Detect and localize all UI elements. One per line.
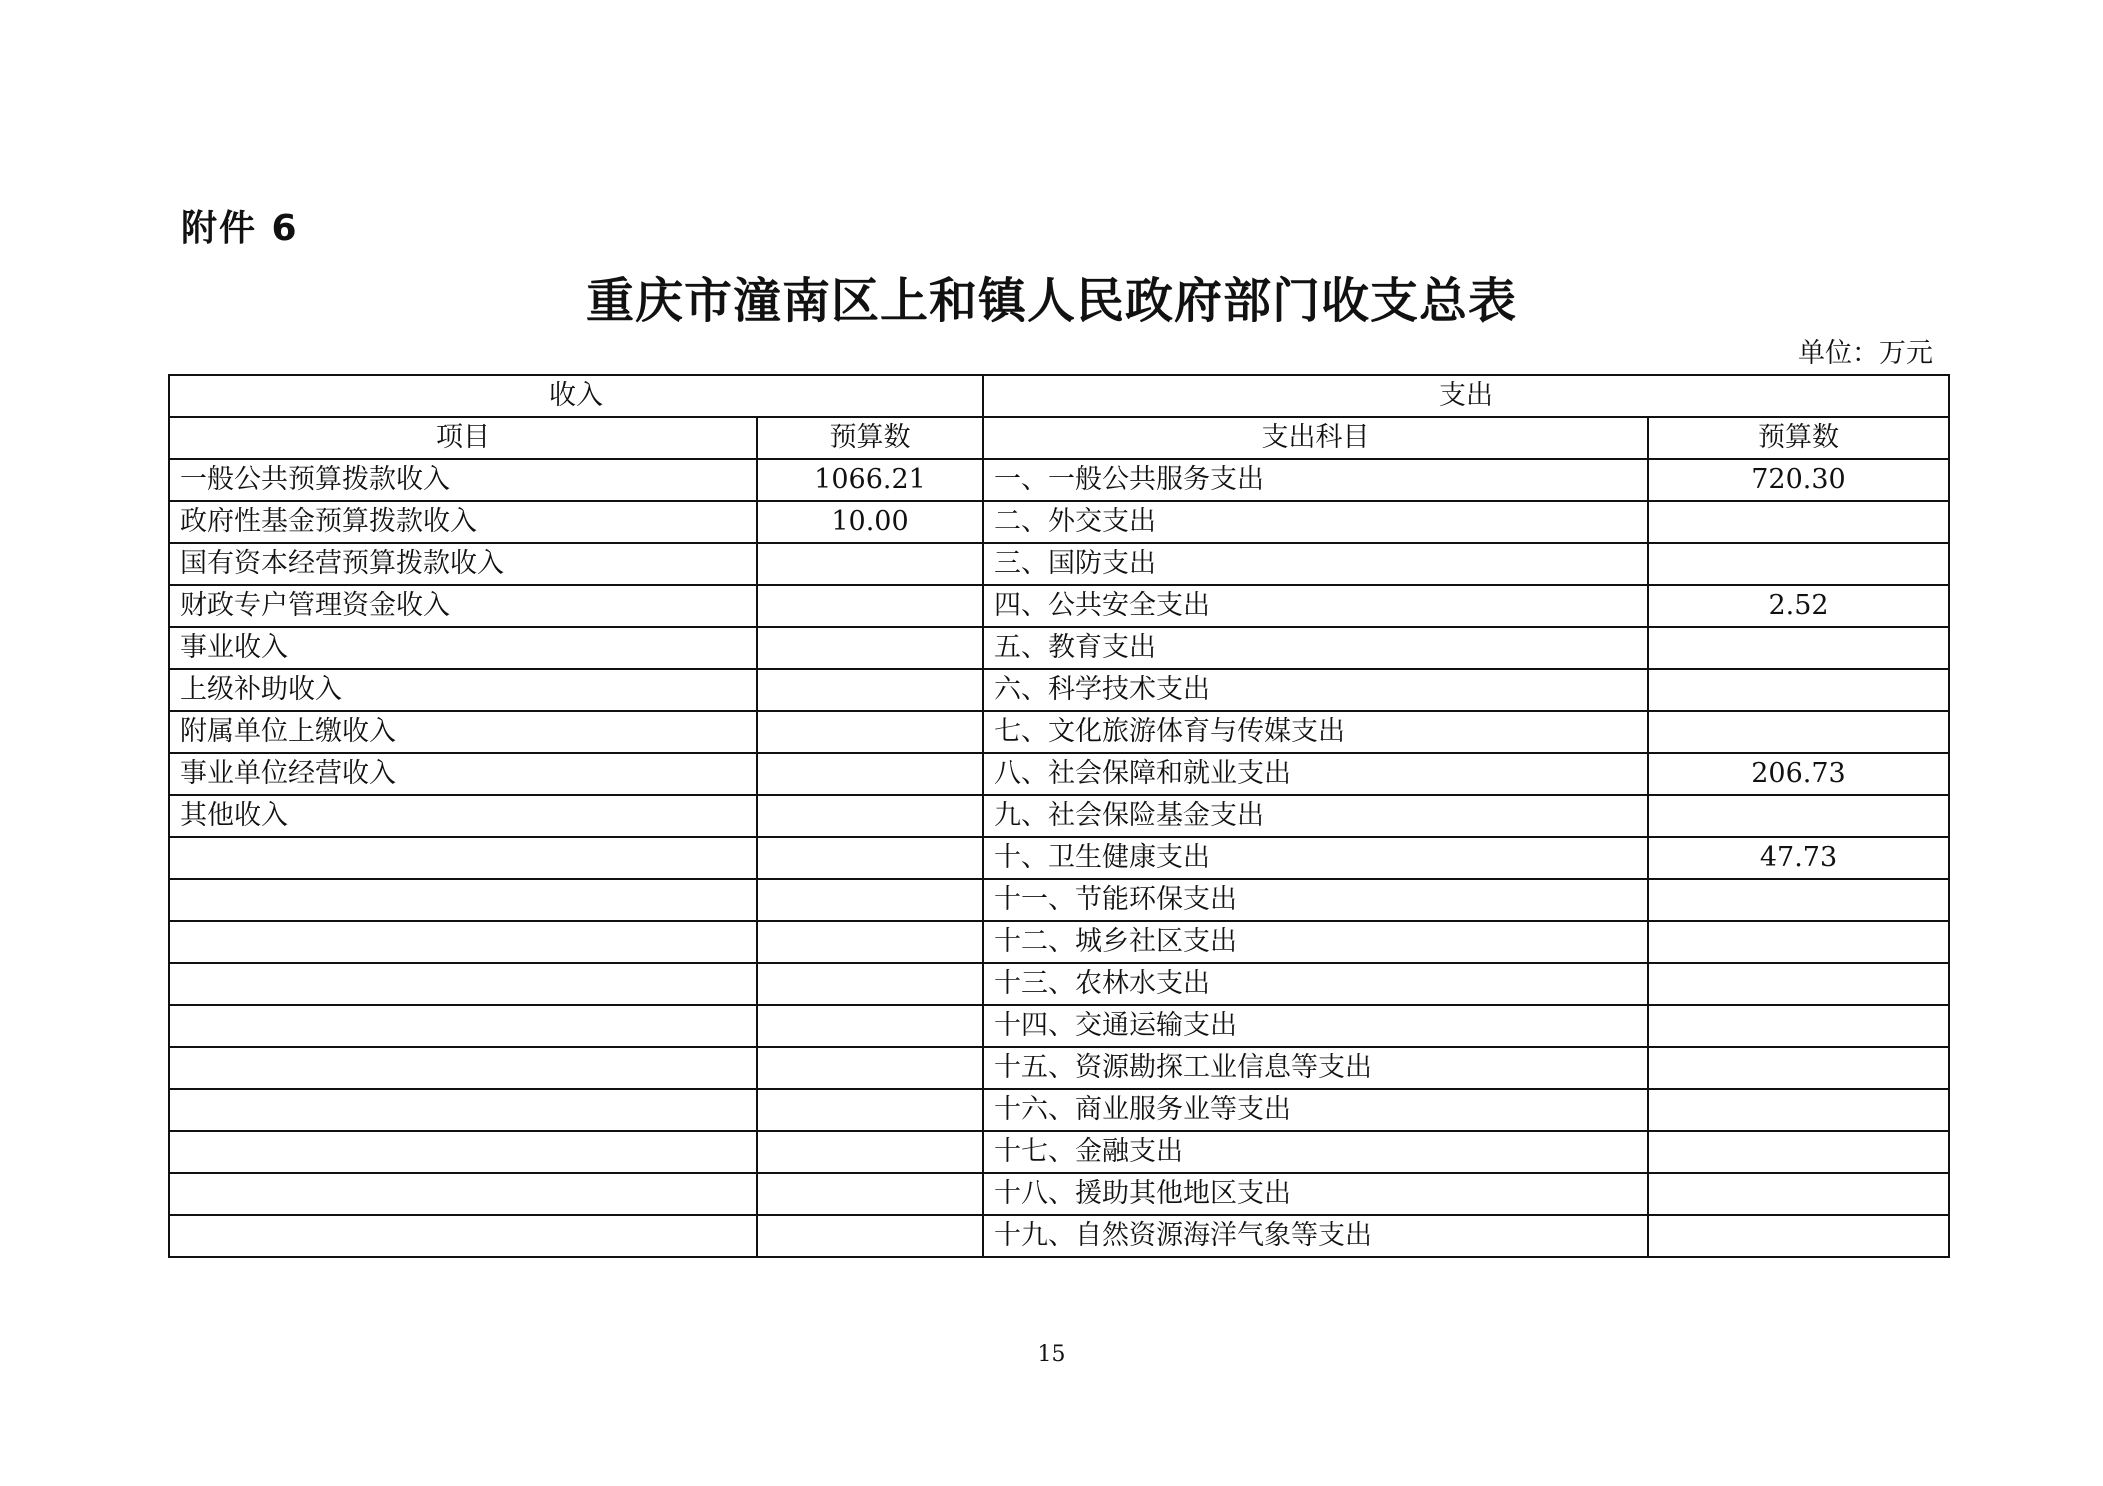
budget-table-body <box>169 459 1949 1257</box>
expense-item-cell: 七、文化旅游体育与传媒支出 <box>983 711 1648 753</box>
income-amount-cell <box>757 963 983 1005</box>
expense-amount-cell: 2.52 <box>1648 585 1949 627</box>
income-item-cell <box>169 921 757 963</box>
expense-amount-cell <box>1648 1047 1949 1089</box>
attachment-label: 附件 6 <box>181 208 299 249</box>
expense-amount-cell <box>1648 921 1949 963</box>
expense-amount-cell <box>1648 1131 1949 1173</box>
table-row <box>169 1089 1949 1131</box>
expense-amount-cell <box>1648 1005 1949 1047</box>
expense-item-header: 支出科目 <box>983 417 1648 459</box>
income-amount-cell <box>757 1215 983 1257</box>
expense-item-cell: 十三、农林水支出 <box>983 963 1648 1005</box>
income-item-cell: 一般公共预算拨款收入 <box>169 459 757 501</box>
expense-item-cell: 六、科学技术支出 <box>983 669 1648 711</box>
expense-item-cell: 十一、节能环保支出 <box>983 879 1648 921</box>
expense-section-header: 支出 <box>983 375 1949 417</box>
budget-summary-table <box>168 374 1950 1258</box>
income-item-cell: 上级补助收入 <box>169 669 757 711</box>
income-amount-cell <box>757 627 983 669</box>
income-amount-cell <box>757 1131 983 1173</box>
income-item-cell <box>169 1131 757 1173</box>
table-row <box>169 837 1949 879</box>
expense-item-cell: 十四、交通运输支出 <box>983 1005 1648 1047</box>
income-item-cell <box>169 1215 757 1257</box>
income-item-cell: 财政专户管理资金收入 <box>169 585 757 627</box>
income-item-cell <box>169 1089 757 1131</box>
income-item-cell <box>169 1047 757 1089</box>
table-row <box>169 459 1949 501</box>
expense-item-cell: 十五、资源勘探工业信息等支出 <box>983 1047 1648 1089</box>
income-item-cell: 附属单位上缴收入 <box>169 711 757 753</box>
table-row <box>169 795 1949 837</box>
expense-item-cell: 八、社会保障和就业支出 <box>983 753 1648 795</box>
expense-amount-cell: 206.73 <box>1648 753 1949 795</box>
expense-item-cell: 十七、金融支出 <box>983 1131 1648 1173</box>
expense-amount-cell <box>1648 543 1949 585</box>
expense-amount-cell <box>1648 669 1949 711</box>
income-amount-cell: 1066.21 <box>757 459 983 501</box>
income-amount-cell <box>757 1173 983 1215</box>
table-row <box>169 921 1949 963</box>
expense-item-cell: 十九、自然资源海洋气象等支出 <box>983 1215 1648 1257</box>
income-amount-cell <box>757 879 983 921</box>
income-amount-cell <box>757 1047 983 1089</box>
income-item-cell: 事业单位经营收入 <box>169 753 757 795</box>
page-number: 15 <box>1037 1342 1066 1367</box>
expense-item-cell: 十八、援助其他地区支出 <box>983 1173 1648 1215</box>
income-amount-cell <box>757 1089 983 1131</box>
expense-amount-cell: 720.30 <box>1648 459 1949 501</box>
unit-label: 单位：万元 <box>1798 338 1933 369</box>
income-amount-cell <box>757 543 983 585</box>
income-item-cell <box>169 963 757 1005</box>
expense-amount-cell <box>1648 879 1949 921</box>
table-row <box>169 543 1949 585</box>
income-item-cell <box>169 879 757 921</box>
page-title: 重庆市潼南区上和镇人民政府部门收支总表 <box>585 273 1517 329</box>
expense-item-cell: 十二、城乡社区支出 <box>983 921 1648 963</box>
table-row <box>169 711 1949 753</box>
income-item-cell: 政府性基金预算拨款收入 <box>169 501 757 543</box>
table-row <box>169 669 1949 711</box>
expense-amount-cell <box>1648 627 1949 669</box>
income-amount-cell <box>757 585 983 627</box>
income-item-cell <box>169 1005 757 1047</box>
income-amount-cell <box>757 795 983 837</box>
expense-item-cell: 九、社会保险基金支出 <box>983 795 1648 837</box>
table-row <box>169 501 1949 543</box>
expense-item-cell: 五、教育支出 <box>983 627 1648 669</box>
table-row <box>169 1005 1949 1047</box>
income-item-cell: 国有资本经营预算拨款收入 <box>169 543 757 585</box>
income-item-cell <box>169 837 757 879</box>
expense-item-cell: 十、卫生健康支出 <box>983 837 1648 879</box>
table-row <box>169 627 1949 669</box>
table-row <box>169 1173 1949 1215</box>
income-amount-cell <box>757 753 983 795</box>
table-row <box>169 585 1949 627</box>
expense-amount-cell <box>1648 795 1949 837</box>
expense-item-cell: 一、一般公共服务支出 <box>983 459 1648 501</box>
table-row <box>169 879 1949 921</box>
income-budget-header: 预算数 <box>757 417 983 459</box>
expense-item-cell: 三、国防支出 <box>983 543 1648 585</box>
income-item-header: 项目 <box>169 417 757 459</box>
expense-item-cell: 十六、商业服务业等支出 <box>983 1089 1648 1131</box>
table-row <box>169 963 1949 1005</box>
table-row <box>169 1131 1949 1173</box>
section-header-row <box>169 375 1949 417</box>
income-amount-cell <box>757 1005 983 1047</box>
income-amount-cell <box>757 921 983 963</box>
income-item-cell: 事业收入 <box>169 627 757 669</box>
expense-amount-cell <box>1648 1089 1949 1131</box>
expense-amount-cell <box>1648 1215 1949 1257</box>
expense-item-cell: 四、公共安全支出 <box>983 585 1648 627</box>
column-header-row <box>169 417 1949 459</box>
income-amount-cell <box>757 669 983 711</box>
expense-budget-header: 预算数 <box>1648 417 1949 459</box>
income-section-header: 收入 <box>169 375 983 417</box>
income-amount-cell <box>757 837 983 879</box>
table-row <box>169 753 1949 795</box>
expense-amount-cell: 47.73 <box>1648 837 1949 879</box>
table-row <box>169 1215 1949 1257</box>
expense-amount-cell <box>1648 711 1949 753</box>
expense-item-cell: 二、外交支出 <box>983 501 1648 543</box>
income-item-cell: 其他收入 <box>169 795 757 837</box>
table-row <box>169 1047 1949 1089</box>
income-amount-cell <box>757 711 983 753</box>
expense-amount-cell <box>1648 1173 1949 1215</box>
income-item-cell <box>169 1173 757 1215</box>
expense-amount-cell <box>1648 963 1949 1005</box>
income-amount-cell: 10.00 <box>757 501 983 543</box>
expense-amount-cell <box>1648 501 1949 543</box>
